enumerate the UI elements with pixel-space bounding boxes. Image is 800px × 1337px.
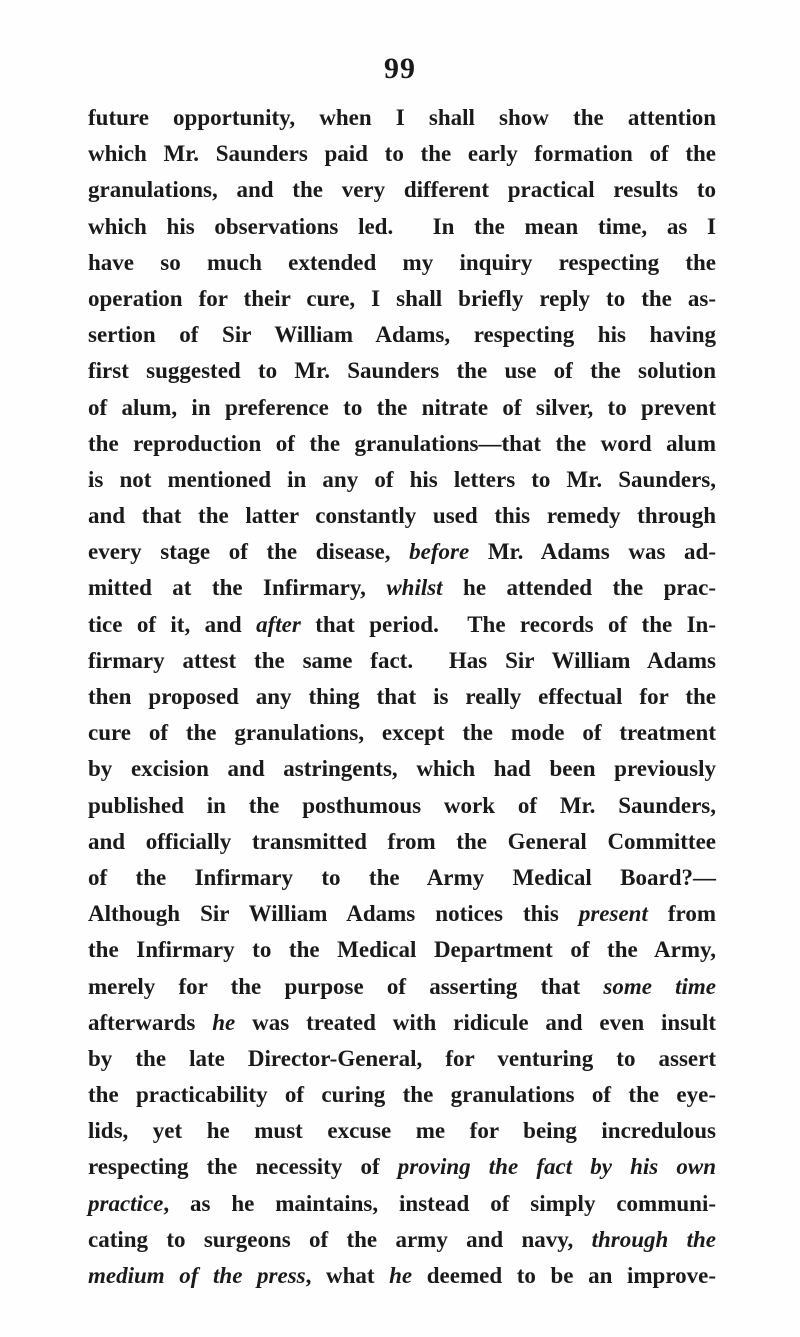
- text-segment: published in the posthumous work of Mr. Saunders,: [88, 792, 716, 818]
- text-segment: was treated with ridicule and even insult: [235, 1009, 716, 1035]
- text-segment: Mr. Adams was ad-: [469, 539, 717, 565]
- italic-text-segment: he: [389, 1263, 413, 1288]
- text-segment: which his observations led. In the mean time, as I: [88, 213, 716, 239]
- italic-text-segment: through the: [591, 1226, 717, 1252]
- page-number: 99: [384, 52, 416, 85]
- italic-text-segment: he: [212, 1009, 236, 1035]
- text-segment: of alum, in preference to the nitrate of silver, to prevent: [88, 394, 716, 420]
- text-line: [88, 353, 716, 389]
- text-line: [88, 136, 716, 172]
- text-line: [88, 245, 716, 281]
- italic-text-segment: practice: [88, 1190, 164, 1216]
- text-line: [88, 172, 716, 208]
- text-segment: have so much extended my inquiry respecting the: [88, 249, 716, 275]
- text-line: [88, 860, 716, 896]
- text-segment: by the late Director-General, for venturing to assert: [88, 1045, 716, 1071]
- text-segment: deemed to be an improve-: [412, 1263, 716, 1288]
- body-text: [88, 100, 716, 1294]
- text-line: [88, 1222, 716, 1258]
- text-segment: and that the latter constantly used this remedy through: [88, 503, 716, 529]
- text-line: [88, 100, 716, 136]
- text-line: [88, 932, 716, 968]
- italic-text-segment: whilst: [386, 575, 443, 601]
- text-line: [88, 1258, 716, 1294]
- italic-text-segment: some time: [603, 973, 716, 999]
- text-segment: lids, yet he must excuse me for being incredulous: [88, 1118, 716, 1144]
- text-segment: cating to surgeons of the army and navy,: [88, 1226, 592, 1252]
- text-segment: the reproduction of the granulations—that the word alum: [88, 430, 716, 456]
- text-line: [88, 1077, 716, 1113]
- text-segment: then proposed any thing that is really effectual for the: [88, 684, 716, 709]
- text-line: [88, 1186, 716, 1222]
- text-segment: that period. The records of the In-: [300, 611, 716, 637]
- text-line: [88, 607, 716, 643]
- text-segment: tice of it, and: [88, 611, 257, 637]
- text-segment: and officially transmitted from the General Committee: [88, 828, 716, 854]
- text-line: [88, 788, 716, 824]
- text-line: [88, 498, 716, 534]
- text-line: [88, 1149, 716, 1185]
- text-line: [88, 317, 716, 353]
- text-line: [88, 209, 716, 245]
- italic-text-segment: after: [256, 611, 301, 637]
- italic-text-segment: before: [409, 539, 470, 565]
- text-segment: firmary attest the same fact. Has Sir William Adams: [88, 647, 716, 673]
- text-segment: he attended the prac-: [442, 575, 716, 601]
- text-segment: afterwards: [88, 1009, 213, 1035]
- text-line: [88, 426, 716, 462]
- text-segment: mitted at the Infirmary,: [88, 575, 387, 601]
- text-segment: merely for the purpose of asserting that: [88, 973, 604, 999]
- text-line: [88, 824, 716, 860]
- text-line: [88, 1005, 716, 1041]
- text-line: [88, 1041, 716, 1077]
- text-line: [88, 643, 716, 679]
- text-segment: respecting the necessity of: [88, 1154, 398, 1180]
- italic-text-segment: present: [578, 901, 648, 927]
- text-line: [88, 679, 716, 715]
- text-segment: , what: [305, 1263, 390, 1288]
- text-segment: granulations, and the very different practical results to: [88, 177, 716, 203]
- text-segment: every stage of the disease,: [88, 539, 410, 565]
- text-segment: operation for their cure, I shall briefly reply to the as-: [88, 285, 716, 311]
- text-segment: the practicability of curing the granulations of the eye-: [88, 1082, 716, 1108]
- text-segment: , as he maintains, instead of simply communi-: [163, 1190, 716, 1216]
- text-segment: from: [647, 901, 716, 927]
- italic-text-segment: proving the fact by his own: [397, 1154, 717, 1180]
- text-segment: sertion of Sir William Adams, respecting his having: [88, 322, 716, 348]
- text-line: [88, 281, 716, 317]
- text-segment: future opportunity, when I shall show the attention: [88, 105, 716, 130]
- text-segment: is not mentioned in any of his letters to Mr. Saunders,: [88, 466, 716, 492]
- text-segment: the Infirmary to the Medical Department of the Army,: [88, 937, 716, 963]
- text-line: [88, 751, 716, 787]
- text-segment: of the Infirmary to the Army Medical Board?—: [88, 864, 716, 890]
- text-line: [88, 715, 716, 751]
- text-segment: which Mr. Saunders paid to the early formation of the: [88, 141, 716, 167]
- text-line: [88, 462, 716, 498]
- text-segment: first suggested to Mr. Saunders the use of the solution: [88, 358, 716, 384]
- italic-text-segment: medium of the press: [88, 1263, 306, 1288]
- text-line: [88, 390, 716, 426]
- text-segment: by excision and astringents, which had been previously: [88, 756, 716, 782]
- text-line: [88, 570, 716, 606]
- text-segment: cure of the granulations, except the mode of treatment: [88, 720, 716, 746]
- text-line: [88, 896, 716, 932]
- text-line: [88, 1113, 716, 1149]
- text-line: [88, 534, 716, 570]
- text-line: [88, 969, 716, 1005]
- text-segment: Although Sir William Adams notices this: [88, 901, 579, 927]
